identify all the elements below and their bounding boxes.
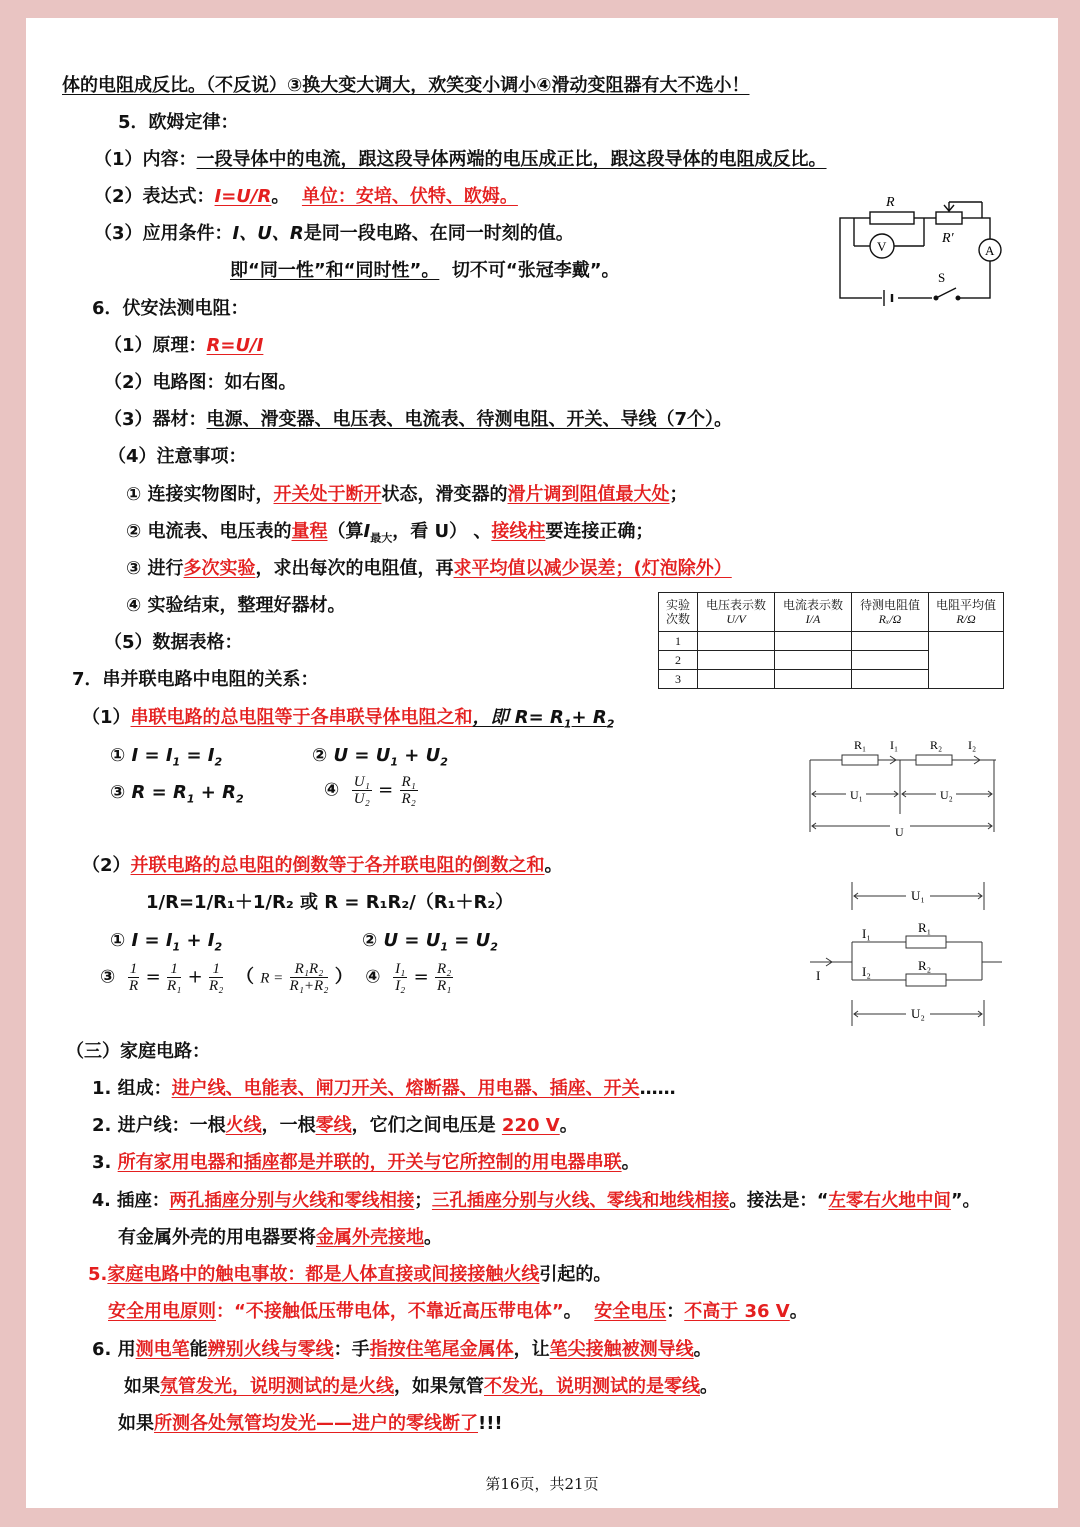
t1: ③ <box>100 966 116 988</box>
t6: 不高于 36 V <box>684 1301 790 1322</box>
numerator: 1 <box>167 961 181 978</box>
line-household-2 <box>92 1114 578 1138</box>
close-paren: ） <box>334 966 353 988</box>
page-footer: 第16页，共21页 <box>485 1475 599 1493</box>
rheostat <box>936 212 962 224</box>
t1: 6. 用 <box>92 1339 136 1360</box>
line-note-1 <box>126 483 688 507</box>
label-i1: I₁ <box>862 926 871 941</box>
denominator: R₁ <box>436 978 452 994</box>
plus: + <box>187 966 203 988</box>
t9: 。 <box>693 1339 712 1360</box>
line-parallel-resistance <box>100 961 453 994</box>
t4: 不发光，说明测试的是零线 <box>484 1376 700 1397</box>
fraction-i1-i2 <box>393 961 407 994</box>
t2: 1 <box>172 940 181 954</box>
t4: ④ <box>365 966 381 988</box>
line-series-current <box>110 744 222 775</box>
label-i1: I₁ <box>890 738 899 752</box>
t5: 。 <box>700 1376 718 1397</box>
t3: ，求出每次的电阻值，再 <box>255 558 454 579</box>
t3: 。 <box>424 1227 442 1248</box>
t4: 零线 <box>315 1115 352 1136</box>
line-ohm-formula <box>94 185 518 209</box>
line-equipment <box>104 408 732 432</box>
line-parallel-current <box>110 929 222 960</box>
t4: 三孔插座分别与火线、零线和地线相接 <box>431 1191 730 1211</box>
series-r1 <box>842 755 878 765</box>
label-u1: U₁ <box>911 888 925 903</box>
line-ohm-note <box>230 259 620 283</box>
label: （1）内容： <box>94 149 197 170</box>
t5: ，它们之间电压是 <box>351 1115 502 1136</box>
t4: 2 <box>235 792 244 806</box>
t3: + U <box>398 745 441 766</box>
table-header <box>659 593 698 632</box>
line-circuit: （2）电路图：如右图。 <box>104 372 297 393</box>
t2: 测电笔 <box>135 1339 190 1360</box>
table-cell: 2 <box>659 651 698 670</box>
fraction-1-r <box>128 961 140 994</box>
series-r2 <box>916 755 952 765</box>
open-paren: （ <box>235 966 254 988</box>
t7: 。 <box>789 1301 808 1322</box>
label-a: A <box>985 243 995 258</box>
table-cell: 3 <box>659 670 698 689</box>
heading-voltammetry: 6．伏安法测电阻： <box>92 298 249 319</box>
line-parallel-formula: 1/R=1/R₁＋1/R₂ 或 R = R₁R₂/（R₁＋R₂） <box>146 892 514 913</box>
line-note-3 <box>126 557 732 581</box>
t6: 220 V <box>501 1115 560 1136</box>
t1: 如果 <box>118 1413 154 1434</box>
heading-household-circuit: （三）家庭电路： <box>66 1041 210 1062</box>
t2: 量程 <box>291 521 328 542</box>
numerator: 1 <box>209 961 223 978</box>
t2: 并联电路的总电阻的倒数等于各并联电阻的倒数之和 <box>130 855 545 876</box>
fraction-product-over-sum <box>290 961 329 994</box>
numerator: I₁ <box>395 961 406 977</box>
h: U/V <box>726 612 746 626</box>
fraction-1-r1 <box>167 961 181 994</box>
line-note-4: ④ 实验结束，整理好器材。 <box>126 595 346 616</box>
line-ohm-law-tail <box>62 74 749 98</box>
t6: 2 <box>606 717 615 731</box>
table-cell <box>698 651 775 670</box>
line-household-5b <box>108 1300 808 1324</box>
h: 电阻平均值 <box>935 598 996 612</box>
table-cell <box>852 670 929 689</box>
t1: ① I = I <box>110 745 173 766</box>
t1: ① 连接实物图时， <box>126 484 274 505</box>
t2: 进户线、电能表、闸刀开关、熔断器、用电器、插座、开关 <box>171 1078 640 1099</box>
line-ohm-content <box>94 148 827 172</box>
document-page <box>26 18 1058 1508</box>
t8: 要连接正确； <box>545 521 654 542</box>
t1: ② 电流表、电压表的 <box>126 521 292 542</box>
label: （1）原理： <box>104 335 207 356</box>
punct: 。 <box>271 186 290 207</box>
line-note-2 <box>126 520 653 551</box>
t1: 1. 组成： <box>92 1078 172 1099</box>
t3: 引起的。 <box>539 1264 612 1285</box>
t3: ，如果氖管 <box>394 1376 484 1397</box>
table-header <box>929 593 1004 632</box>
table-header <box>775 593 852 632</box>
t6: 左零右火地中间 <box>828 1191 951 1211</box>
t2: 1 <box>440 940 449 954</box>
h: R/Ω <box>956 612 976 626</box>
t1: ② U = U <box>362 930 441 951</box>
t7: ”。 <box>950 1191 980 1211</box>
numerator: R₁R₂ <box>290 961 329 978</box>
t1: 3. <box>92 1152 118 1173</box>
denominator: U₂ <box>353 791 370 807</box>
equals: = <box>413 966 429 988</box>
symbols: I、U、R <box>232 223 304 244</box>
label-r2: R₂ <box>930 738 943 752</box>
t1: 如果 <box>124 1376 160 1397</box>
t6: ，看 U） 、 <box>392 521 492 542</box>
t4: 求平均值以减少误差；(灯泡除外） <box>453 558 732 579</box>
r-equals: R = <box>260 970 284 987</box>
h: 次数 <box>665 612 690 626</box>
line-principle <box>104 334 263 358</box>
table-cell: 1 <box>659 632 698 651</box>
line-household-6 <box>92 1338 712 1362</box>
text: 体的电阻成反比。（不反说）③换大变大调大，欢笑变小调小④滑动变阻器有大不选小！ <box>62 75 750 96</box>
denominator: R₂ <box>209 978 224 994</box>
t3: 能 <box>189 1339 208 1360</box>
t2: 火线 <box>225 1115 262 1136</box>
parallel-r1 <box>906 936 946 948</box>
t1: 4. 插座： <box>92 1191 170 1211</box>
line-series-rule <box>82 706 614 737</box>
t5: 。接法是：“ <box>729 1191 829 1211</box>
label-i: I <box>816 968 821 983</box>
equals: = <box>145 966 161 988</box>
line-household-1 <box>92 1077 676 1101</box>
line-ohm-condition <box>94 222 574 246</box>
t6: 指按住笔尾金属体 <box>369 1339 514 1360</box>
table-cell <box>775 670 852 689</box>
t3: ； <box>414 1191 432 1211</box>
t5: + R <box>571 707 607 728</box>
numerator: R₁ <box>401 774 416 790</box>
t1: ③ 进行 <box>126 558 184 579</box>
table-header <box>698 593 775 632</box>
denominator: R₁+R₂ <box>289 978 329 994</box>
label-u1: U₁ <box>850 788 863 802</box>
label: （3）器材： <box>104 409 207 430</box>
label: （2）表达式： <box>94 186 215 207</box>
t2: 开关处于断开 <box>273 484 382 505</box>
voltammeter-circuit-diagram <box>832 190 1012 306</box>
t2: 1 <box>390 755 399 769</box>
label-i2: I₂ <box>968 738 977 752</box>
label-r1: R₁ <box>918 920 932 935</box>
line-series-resistance <box>110 781 244 812</box>
t7: 接线柱 <box>491 521 546 542</box>
line-household-4 <box>92 1189 980 1213</box>
line-household-3 <box>92 1151 640 1175</box>
equals: = <box>378 779 394 801</box>
denominator: I₂ <box>395 978 406 994</box>
line-series-voltage <box>312 744 448 775</box>
t2: ：“不接触低压带电体，不靠近高压带电体” <box>216 1301 564 1322</box>
t2: 多次实验 <box>183 558 256 579</box>
denominator: R₁ <box>166 978 182 994</box>
table-header-row <box>659 593 1004 632</box>
numerator: U₁ <box>353 774 370 790</box>
t7: 。 <box>559 1115 578 1136</box>
t3: !!! <box>478 1413 503 1434</box>
line-series-ratio <box>324 774 418 807</box>
h: 待测电阻值 <box>859 598 920 612</box>
t5: ： <box>666 1301 685 1322</box>
t1: ③ R = R <box>110 782 187 803</box>
t8: 笔尖接触被测导线 <box>549 1339 694 1360</box>
t5: 最大 <box>370 531 393 545</box>
t1: 5. <box>88 1264 108 1285</box>
t3: …… <box>639 1078 676 1099</box>
h: 实验 <box>665 598 690 612</box>
t1: ④ <box>324 779 340 801</box>
t2: 家庭电路中的触电事故：都是人体直接或间接接触火线 <box>107 1264 540 1285</box>
parallel-r2 <box>906 974 946 986</box>
table-header <box>852 593 929 632</box>
data-table <box>658 592 1004 689</box>
t3: （算 <box>327 521 364 542</box>
t3: = U <box>448 930 491 951</box>
line-parallel-rule <box>82 854 563 878</box>
t3: ，一根 <box>261 1115 316 1136</box>
text2: 切不可“张冠李戴”。 <box>451 260 620 281</box>
heading-series-parallel: 7．串并联电路中电阻的关系： <box>72 669 319 690</box>
label-s: S <box>938 270 946 285</box>
t2: 所有家用电器和插座都是并联的，开关与它所控制的用电器串联 <box>117 1152 622 1173</box>
resistor-r <box>870 212 914 224</box>
table-cell <box>698 670 775 689</box>
t4: 2 <box>440 755 448 769</box>
t2: 1 <box>186 792 195 806</box>
text: 是同一段电路、在同一时刻的值。 <box>303 223 574 244</box>
t1: 安全用电原则 <box>108 1301 216 1322</box>
table-row <box>659 632 1004 651</box>
parallel-circuit-diagram <box>806 876 1006 1036</box>
h: Rₓ/Ω <box>878 612 902 626</box>
label-i2: I₂ <box>862 964 871 979</box>
t5: ； <box>669 484 688 505</box>
line-household-6c <box>118 1412 503 1436</box>
fraction-r2-r1 <box>435 961 453 994</box>
t4: 辨别火线与零线 <box>207 1339 334 1360</box>
punct: 。 <box>714 409 733 430</box>
fraction-r1-r2 <box>400 774 418 807</box>
label-v: V <box>877 239 887 254</box>
t2: 所测各处氖管均发光——进户的零线断了 <box>154 1413 478 1434</box>
t4: 滑片调到阻值最大处 <box>507 484 670 505</box>
table-cell <box>852 651 929 670</box>
denominator: R₂ <box>401 791 416 807</box>
formula: R=U/I <box>206 335 264 356</box>
label: （3）应用条件： <box>94 223 233 244</box>
units: 单位：安培、伏特、欧姆。 <box>301 186 518 207</box>
table-cell <box>775 651 852 670</box>
table-cell <box>775 632 852 651</box>
t1: （2） <box>82 855 131 876</box>
table-cell <box>698 632 775 651</box>
t2: 串联电路的总电阻等于各串联导体电阻之和 <box>130 707 473 728</box>
table-cell <box>929 632 1004 689</box>
label-u2: U₂ <box>911 1006 925 1021</box>
t3: 状态，滑变器的 <box>381 484 508 505</box>
line-parallel-voltage <box>362 929 498 960</box>
line-data-table: （5）数据表格： <box>104 632 243 653</box>
t1: 2. 进户线：一根 <box>92 1115 226 1136</box>
t3: 。 <box>621 1152 640 1173</box>
numerator: 1 <box>129 961 138 977</box>
t2: 氖管发光，说明测试的是火线 <box>160 1376 394 1397</box>
line-household-4b <box>118 1226 442 1250</box>
series-circuit-diagram <box>806 732 1006 838</box>
table-cell <box>852 632 929 651</box>
text: 即“同一性”和“同时性”。 <box>230 260 440 281</box>
t4: 2 <box>214 755 223 769</box>
t3: ，即 R= R <box>472 707 564 728</box>
formula: I=U/R <box>214 186 272 207</box>
t2: 金属外壳接地 <box>316 1227 424 1248</box>
t7: ，让 <box>513 1339 550 1360</box>
t2: 1 <box>172 755 181 769</box>
t4: 安全电压 <box>594 1301 667 1322</box>
t4: 1 <box>563 717 572 731</box>
h: 电流表示数 <box>782 598 843 612</box>
t3: + R <box>194 782 236 803</box>
numerator: R₂ <box>436 961 452 977</box>
t3: 。 <box>544 855 563 876</box>
t4: I <box>363 521 371 542</box>
t3: = I <box>180 745 215 766</box>
label-u2: U₂ <box>940 788 953 802</box>
h: 电压表示数 <box>705 598 766 612</box>
fraction-u1-u2 <box>352 774 372 807</box>
t1: ② U = U <box>312 745 391 766</box>
label-r2: R₂ <box>918 958 932 973</box>
line-household-6b <box>124 1375 718 1399</box>
label-u: U <box>895 825 904 838</box>
t3: 。 <box>563 1301 582 1322</box>
line-notes-heading: （4）注意事项： <box>108 446 247 467</box>
line-household-5 <box>88 1263 611 1287</box>
heading-ohm-law: 5．欧姆定律： <box>118 112 239 133</box>
fraction-1-r2 <box>209 961 223 994</box>
t4: 2 <box>490 940 498 954</box>
label-r1: R₁ <box>854 738 867 752</box>
t1: （1） <box>82 707 131 728</box>
t2: 两孔插座分别与火线和零线相接 <box>169 1191 415 1211</box>
denominator: R <box>128 978 139 994</box>
t4: 2 <box>214 940 223 954</box>
t1: ① I = I <box>110 930 173 951</box>
t1: 有金属外壳的用电器要将 <box>118 1227 316 1248</box>
h: I/A <box>805 612 821 626</box>
label-r: R <box>886 195 895 210</box>
t5: ：手 <box>333 1339 370 1360</box>
label-r-prime: R′ <box>942 231 954 246</box>
content: 一段导体中的电流，跟这段导体两端的电压成正比，跟这段导体的电阻成反比。 <box>196 149 827 170</box>
content: 电源、滑变器、电压表、电流表、待测电阻、开关、导线（7个） <box>206 409 715 430</box>
t3: + I <box>180 930 215 951</box>
circuit-frame <box>840 218 990 298</box>
